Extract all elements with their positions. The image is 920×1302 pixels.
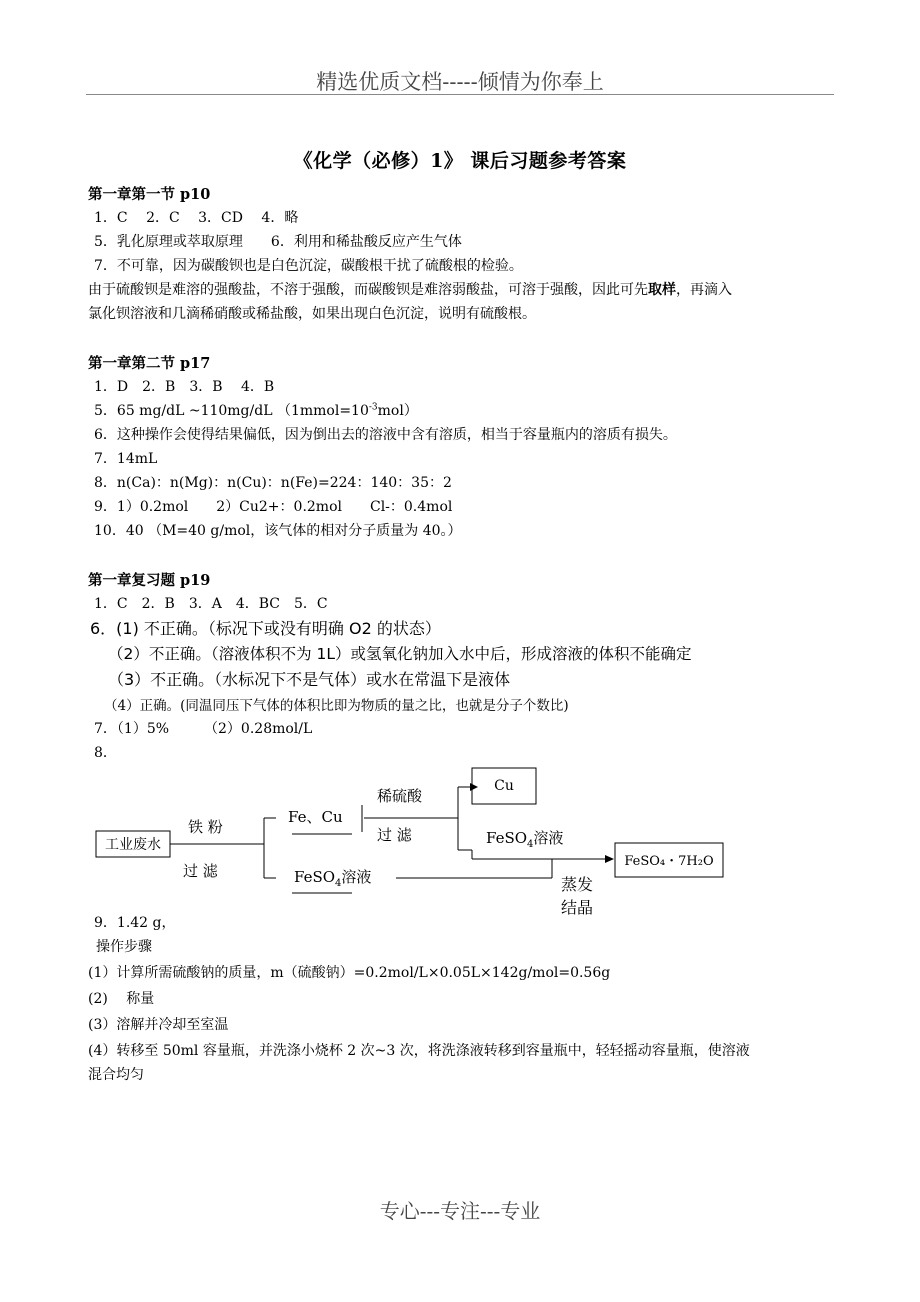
answer-line: 9．1）0.2mol 2）Cu2+：0.2mol Cl-：0.4mol [94,499,453,515]
answer-line: 7．不可靠，因为碳酸钡也是白色沉淀，碳酸根干扰了硫酸根的检验。 [94,258,523,274]
filter-label-2: 过 滤 [377,826,412,844]
header-rule [86,94,834,95]
answer-line: (4）转移至 50ml 容量瓶，并洗涤小烧杯 2 次~3 次，将洗涤液转移到容量瓶中，轻轻摇动容量瓶，使溶液 [88,1043,750,1059]
answer-line: 8． [94,745,117,761]
answer-line: 1．C 2．C 3．CD 4．略 [94,210,299,226]
document-title: 《化学（必修）1》 课后习题参考答案 [293,150,627,172]
fe-cu-label: Fe、Cu [288,808,343,826]
feso4-solution-label-2: FeSO$_4$溶液 [486,829,564,850]
section-heading-review: 第一章复习题 p19 [88,572,211,589]
answer-line: （4）正确。(同温同压下气体的体积比即为物质的量之比，也就是分子个数比) [104,698,569,714]
answer-line: 9．1.42 g， [94,915,176,931]
page-footer: 专心---专注---专业 [379,1199,541,1223]
answer-line: (1）计算所需硫酸钠的质量，m（硫酸钠）=0.2mol/L×0.05L×142g/mol=0.56g [88,965,611,981]
filter-label-1: 过 滤 [183,862,218,880]
answer-line: 6．这种操作会使得结果偏低，因为倒出去的溶液中含有溶质，相当于容量瓶内的溶质有损失。 [94,427,677,443]
answer-line: 7．14mL [94,451,158,467]
answer-line: 5．65 mg/dL ~110mg/dL $(1mmol=10^{-3}mol)$ [94,402,418,419]
box-waste-water-label: 工业废水 [105,837,161,853]
evaporate-label: 蒸发 [561,875,594,894]
answer-line: 5．乳化原理或萃取原理 6．利用和稀盐酸反应产生气体 [94,234,462,250]
process-flow-diagram [0,760,920,920]
answer-line: 7．（1）5% （2）0.28mol/L [94,721,313,737]
section-heading-1-1: 第一章第一节 p10 [88,186,211,203]
box-product-label: FeSO₄・7H₂O [624,854,714,869]
answer-line: 1．D 2．B 3．B 4．B [94,379,275,395]
answer-line: 操作步骤 [96,939,152,955]
feso4-solution-label: FeSO$_4$溶液 [294,868,372,889]
answer-line: 10．40 （M=40 g/mol，该气体的相对分子质量为 40。） [94,523,462,539]
section-heading-1-2: 第一章第二节 p17 [88,355,211,372]
iron-powder-label: 铁 粉 [188,818,223,836]
answer-line: (3）溶解并冷却至室温 [88,1017,229,1033]
answer-line: 混合均匀 [88,1067,144,1083]
answer-line: 8．n(Ca)：n(Mg)：n(Cu)：n(Fe)=224：140：35：2 [94,475,452,491]
explanation-line: 由于硫酸钡是难溶的强酸盐，不溶于强酸，而碳酸钡是难溶弱酸盐，可溶于强酸，因此可先取样，再滴入 [88,282,732,298]
answer-line: （3）不正确。（水标况下不是气体）或水在常温下是液体 [108,670,511,689]
crystallize-label: 结晶 [561,898,594,917]
page-header: 精选优质文档-----倾情为你奉上 [316,70,604,94]
explanation-line: 氯化钡溶液和几滴稀硝酸或稀盐酸，如果出现白色沉淀，说明有硫酸根。 [88,306,536,322]
answer-line: （2）不正确。（溶液体积不为 1L）或氢氧化钠加入水中后，形成溶液的体积不能确定 [108,645,692,663]
answer-line: 1．C 2．B 3．A 4．BC 5．C [94,596,328,612]
answer-line: (2) 称量 [88,991,155,1007]
dilute-sulfuric-acid-label: 稀硫酸 [377,787,423,805]
answer-line: 6．(1) 不正确。（标况下或没有明确 O2 的状态） [90,619,441,638]
box-cu-label: Cu [494,778,514,794]
